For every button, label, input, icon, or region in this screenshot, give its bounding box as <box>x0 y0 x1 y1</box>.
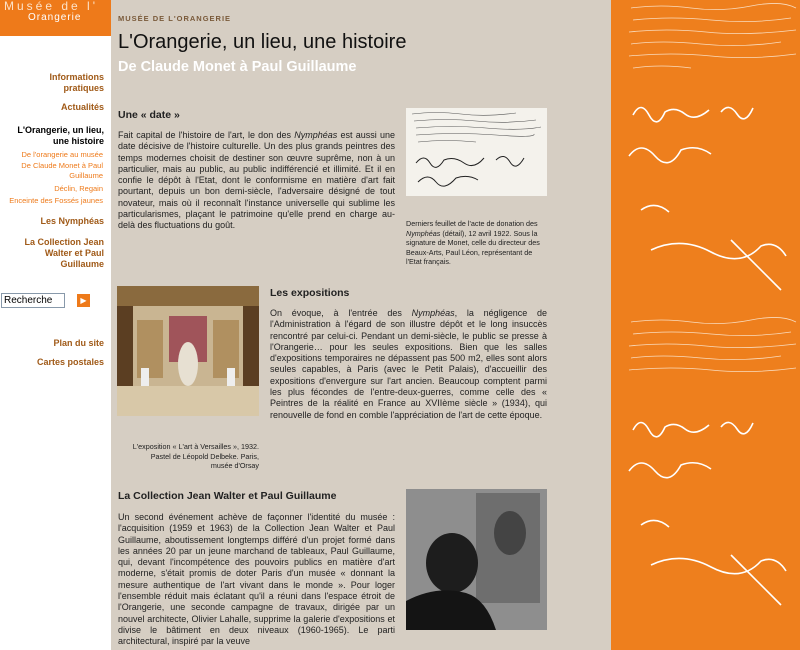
section-heading-expositions: Les expositions <box>270 287 350 299</box>
guillaume-photo-image <box>406 489 547 630</box>
logo-line2: Orangerie <box>28 12 82 23</box>
nav-item-orangerie-current[interactable]: L'Orangerie, un lieu, une histoire <box>17 125 104 146</box>
nav-item-collection[interactable]: La Collection Jean Walter et Paul Guillaume <box>24 237 104 269</box>
museum-logo[interactable] <box>0 0 117 36</box>
breadcrumb[interactable]: MUSÉE DE L'ORANGERIE <box>118 14 232 23</box>
nav-item-informations[interactable]: Informations pratiques <box>49 72 104 93</box>
page-subtitle: De Claude Monet à Paul Guillaume <box>118 59 357 75</box>
exhibition-caption: L'exposition « L'art à Versailles », 1932. Pastel de Léopold Delbeke. Paris, musée d'Orsay <box>132 442 259 470</box>
subnav-item-monet-guillaume[interactable]: De Claude Monet à Paul Guillaume <box>21 161 103 180</box>
sidebar <box>0 0 111 650</box>
section-collection-text: Un second événement achève de façonner l'identité du musée : l'acquisition (1959 et 1963) de la Collection Jean Walter et Paul Guillaume, aboutissement longtemps différé d'un projet formé dans les années 20 par un jeune marchand de tableaux, Paul Guillaume, qui, devant l'incompétence des pouvoirs publics en matière d'art moderne, s'était promis de doter Paris d'un musée « donnant la mesure authentique de l'art vivant dans le monde ». Pour loger l'ensemble réduit mais éclatant qu'il a réuni dans l'espace étroit de l'Orangerie, une seconde campagne de travaux, dirigée par un nouvel architecte, Olivier Lahalle, supprime la galerie d'expositions et divise le bâtiment en deux niveaux (1960-1965). Le parti architectural, inspiré par la veuve <box>118 512 395 647</box>
search-input[interactable] <box>1 293 65 308</box>
subnav-item-orangerie-musee[interactable]: De l'orangerie au musée <box>21 150 103 159</box>
decorative-signature-panel <box>611 0 800 650</box>
section-heading-date: Une « date » <box>118 109 180 121</box>
arrow-right-icon: ▶ <box>80 296 87 305</box>
subnav-item-fosses-jaunes[interactable]: Enceinte des Fossés jaunes <box>9 196 103 205</box>
nav-item-nympheas[interactable]: Les Nymphéas <box>40 216 104 226</box>
main-content <box>111 0 611 650</box>
nav-item-plan-du-site[interactable]: Plan du site <box>53 338 104 348</box>
donation-document-image <box>406 108 547 196</box>
nav-item-actualites[interactable]: Actualités <box>60 102 104 112</box>
exhibition-pastel-image <box>117 286 259 416</box>
subnav-item-declin-regain[interactable]: Déclin, Regain <box>54 184 103 193</box>
nav-item-cartes-postales[interactable]: Cartes postales <box>36 357 104 367</box>
search-submit-button[interactable] <box>77 294 90 307</box>
section-heading-collection: La Collection Jean Walter et Paul Guillaume <box>118 490 337 502</box>
section-date-text: Fait capital de l'histoire de l'art, le don des Nymphéas est aussi une date décisive de l'histoire culturelle. Un des plus grands peintres des temps modernes choisit de destiner son œuvre suprême, non à un particulier, mais au public, au public indifférencié et illimité. Et il en confie le dépôt à l'Etat, dont le conformisme en matière d'art fait pourtant, depuis un bon demi-siècle, l'adversaire désigné de tout novateur, mais où il reconnaît l'instance universelle qui sublime les particularismes, plaçant le patrimoine qu'elle prend en charge au-delà des fluctuations du goût. <box>118 130 395 231</box>
page-title: L'Orangerie, un lieu, une histoire <box>118 31 407 53</box>
section-expositions-text: On évoque, à l'entrée des Nymphéas, la négligence de l'Administration à l'égard de son illustre dépôt et le long insuccès rencontré par celui-ci. Pendant un demi-siècle, le public se presse à l'Orangerie… pour les seules expositions. Bien que les salles d'expositions temporaires ne dépassent pas 500 m2, elles sont alors seules capables, à Paris (avec le Petit Palais), d'accueillir des expositions d'envergure sur l'art ancien. Beaucoup comptent parmi les plus fécondes de l'entre-deux-guerres, comme celle des « Peintres de la réalité en France au XVIIème siècle » (1934), qui renouvelle de fond en comble l'appréciation de l'art de cette époque. <box>270 308 547 420</box>
donation-document-caption: Derniers feuillet de l'acte de donation des Nymphéas (détail), 12 avril 1922. Sous la signature de Monet, celle du directeur des Beaux-Arts, Paul Léon, représentant de l'Etat français. <box>406 219 540 266</box>
logo-line1: Musée de l' <box>4 0 98 13</box>
